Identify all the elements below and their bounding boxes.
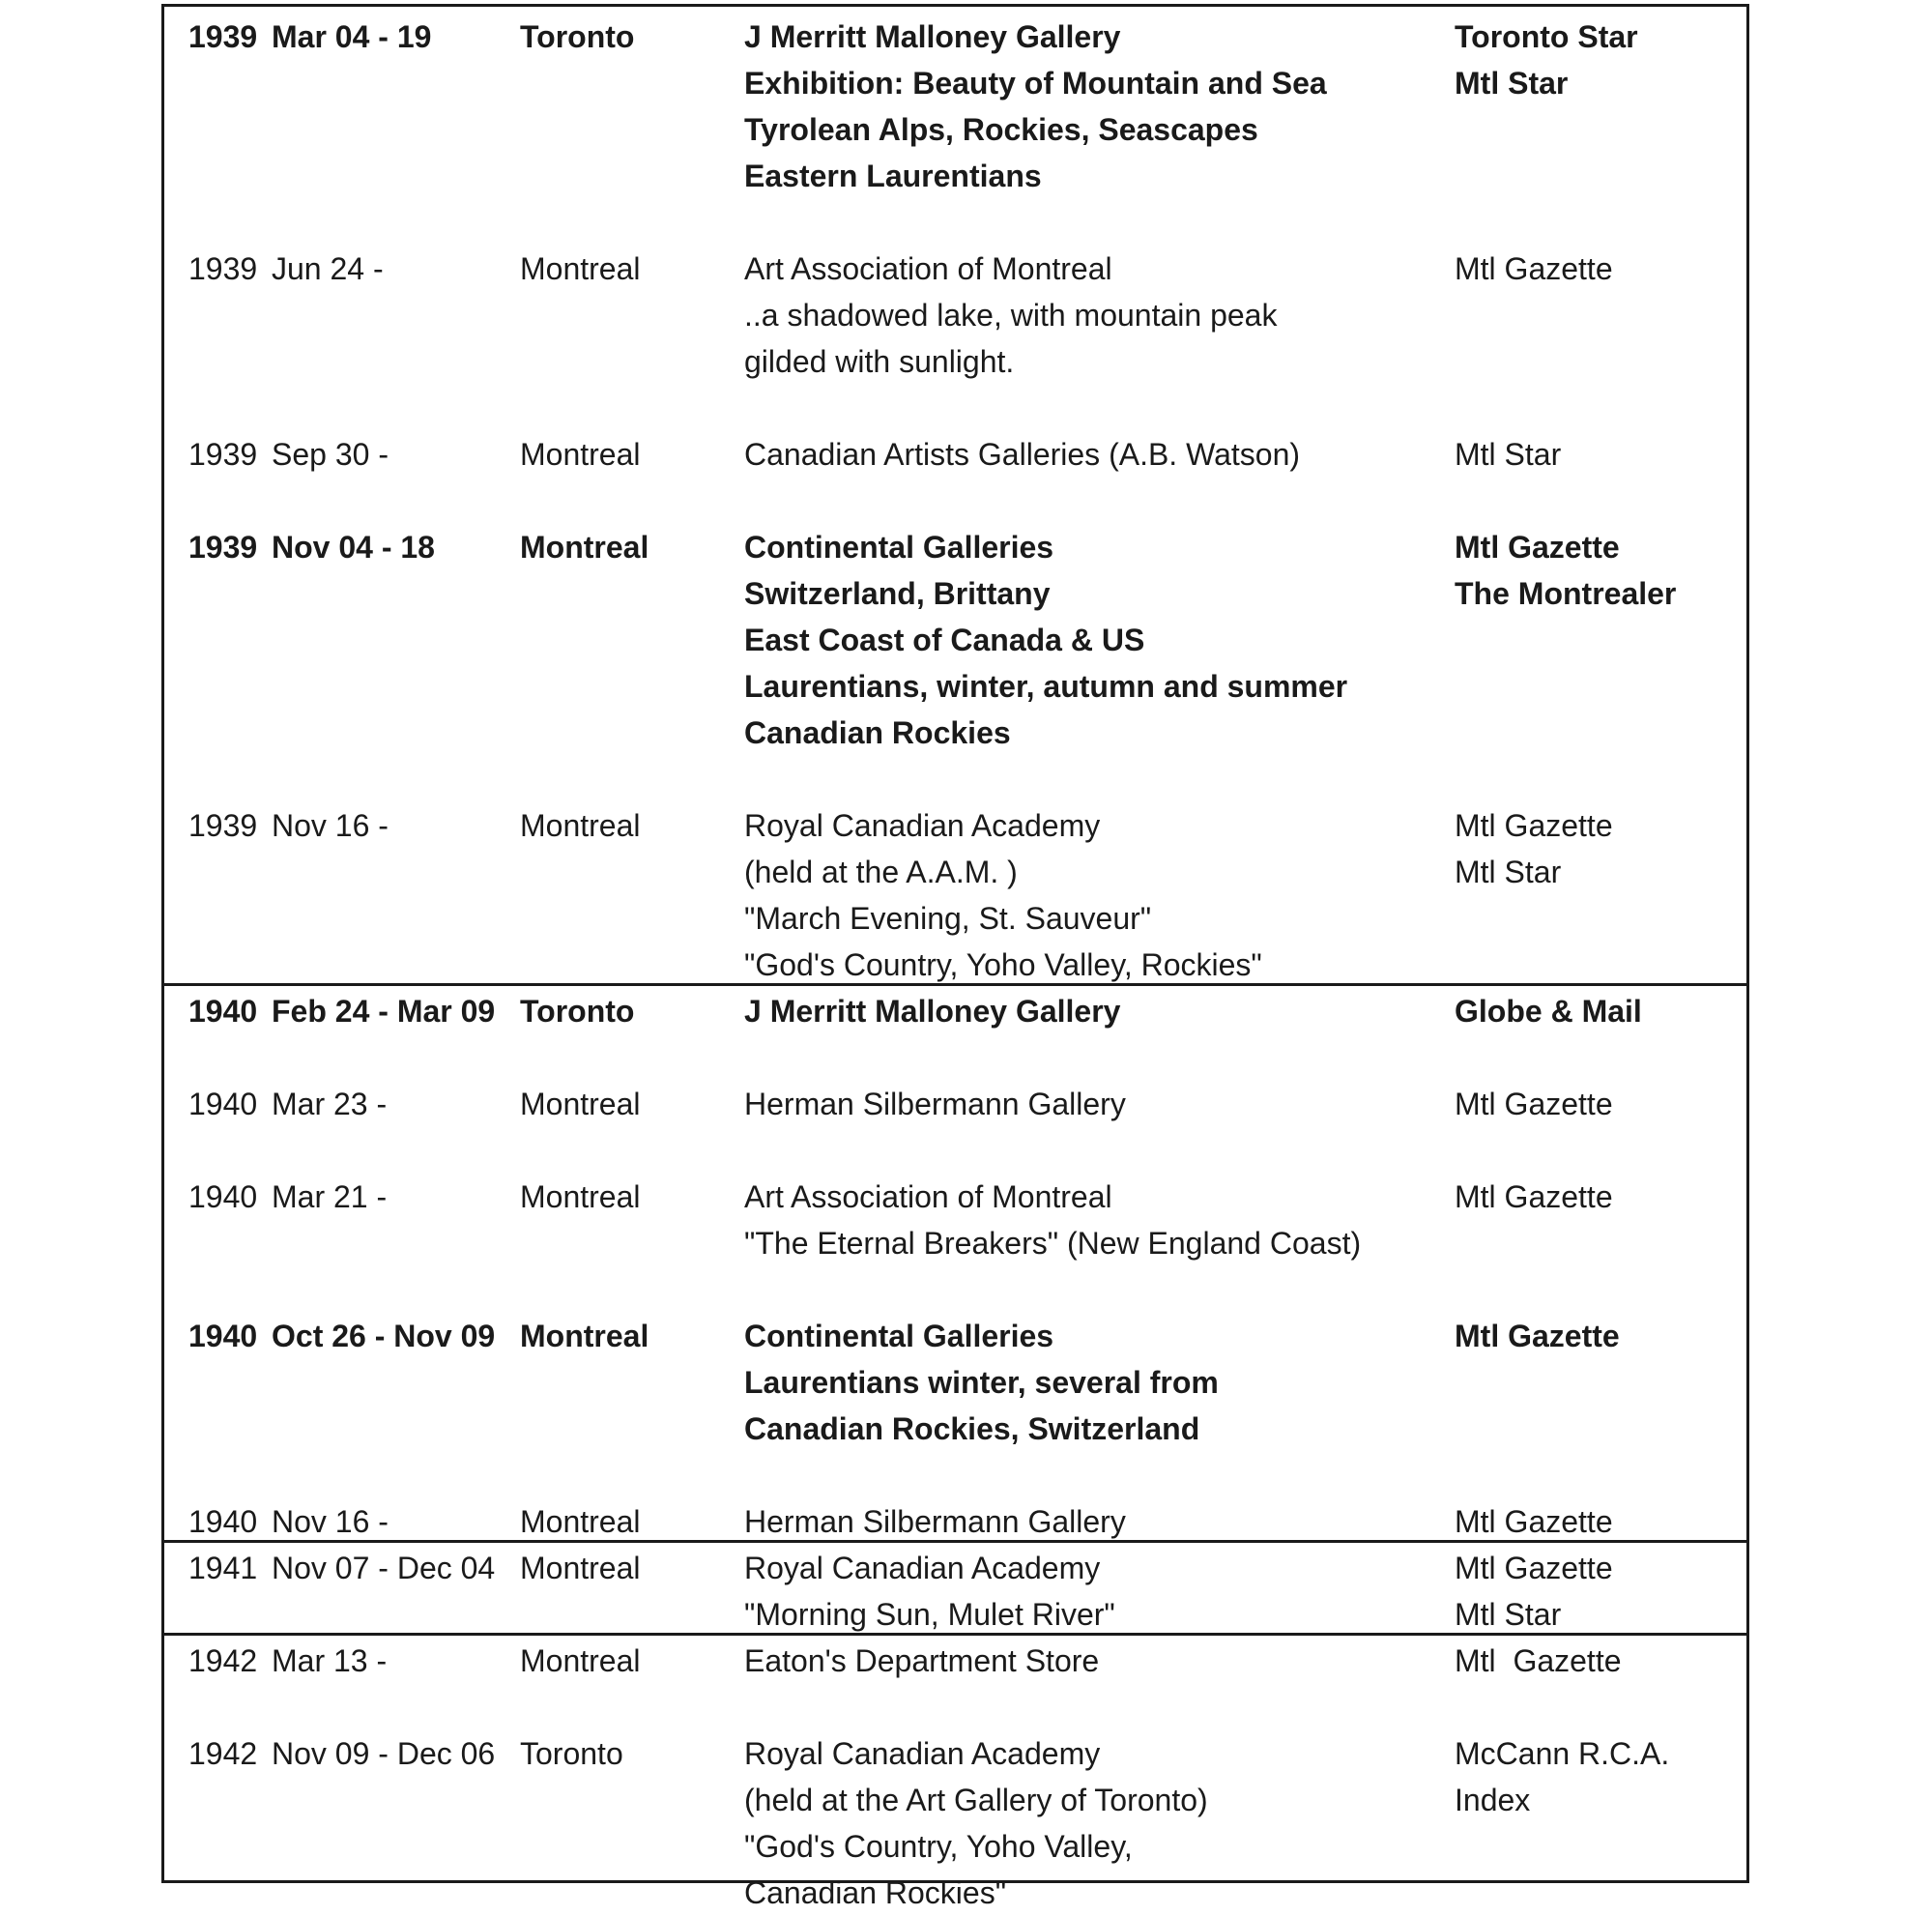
detail-line: Tyrolean Alps, Rockies, Seascapes	[744, 112, 1258, 147]
entry-date: Nov 16 -	[272, 808, 389, 843]
source-line: McCann R.C.A.	[1455, 1736, 1670, 1771]
entry-details	[744, 1498, 1126, 1545]
entry-sources	[1455, 1545, 1613, 1638]
detail-line: Exhibition: Beauty of Mountain and Sea	[744, 66, 1327, 101]
entry-city: Toronto	[520, 1736, 623, 1771]
source-line: Mtl Star	[1455, 437, 1562, 472]
source-line: Mtl Gazette	[1455, 1643, 1622, 1678]
detail-line: Canadian Artists Galleries (A.B. Watson)	[744, 437, 1301, 472]
source-line: The Montrealer	[1455, 576, 1677, 611]
detail-line: "God's Country, Yoho Valley, Rockies"	[744, 947, 1262, 982]
entry-date: Feb 24 - Mar 09	[272, 994, 496, 1029]
entry-city: Montreal	[520, 1179, 641, 1214]
source-line: Mtl Gazette	[1455, 1179, 1613, 1214]
entry-details	[744, 1638, 1099, 1684]
detail-line: J Merritt Malloney Gallery	[744, 19, 1121, 54]
detail-line: gilded with sunlight.	[744, 344, 1015, 379]
entry-sources	[1455, 431, 1561, 478]
entry-date: Mar 23 -	[272, 1087, 388, 1121]
detail-line: Royal Canadian Academy	[744, 808, 1101, 843]
entry-city: Montreal	[520, 251, 641, 286]
detail-line: Art Association of Montreal	[744, 1179, 1112, 1214]
source-line: Mtl Gazette	[1455, 1551, 1613, 1585]
entry-details	[744, 988, 1120, 1034]
entry-sources	[1455, 1638, 1622, 1684]
entry-year: 1940	[188, 1504, 258, 1539]
detail-line: "The Eternal Breakers" (New England Coast)	[744, 1226, 1362, 1261]
entry-year: 1942	[188, 1643, 258, 1678]
detail-line: "Morning Sun, Mulet River"	[744, 1597, 1115, 1632]
entry-details	[744, 1730, 1208, 1916]
source-line: Mtl Star	[1455, 66, 1569, 101]
entry-year: 1940	[188, 1179, 258, 1214]
entry-details	[744, 524, 1347, 756]
entry-date: Mar 04 - 19	[272, 19, 432, 54]
detail-line: Herman Silbermann Gallery	[744, 1087, 1126, 1121]
entry-date: Sep 30 -	[272, 437, 389, 472]
entry-year: 1942	[188, 1736, 258, 1771]
entry-date: Nov 04 - 18	[272, 530, 435, 565]
entry-details	[744, 14, 1327, 199]
detail-line: Royal Canadian Academy	[744, 1736, 1101, 1771]
detail-line: Canadian Rockies, Switzerland	[744, 1411, 1200, 1446]
source-line: Mtl Gazette	[1455, 530, 1620, 565]
source-line: Mtl Star	[1455, 855, 1562, 889]
detail-line: East Coast of Canada & US	[744, 623, 1145, 657]
entry-year: 1940	[188, 994, 258, 1029]
entry-sources	[1455, 1081, 1613, 1127]
source-line: Mtl Gazette	[1455, 808, 1613, 843]
entry-year: 1940	[188, 1087, 258, 1121]
entry-details	[744, 246, 1277, 385]
exhibition-table	[161, 4, 1749, 1910]
source-line: Mtl Gazette	[1455, 251, 1613, 286]
entry-city: Montreal	[520, 1551, 641, 1585]
entry-city: Toronto	[520, 994, 635, 1029]
detail-line: (held at the A.A.M. )	[744, 855, 1018, 889]
detail-line: Eaton's Department Store	[744, 1643, 1100, 1678]
entry-city: Montreal	[520, 808, 641, 843]
entry-sources	[1455, 246, 1613, 292]
entry-date: Mar 13 -	[272, 1643, 388, 1678]
entry-sources	[1455, 1174, 1613, 1220]
entry-details	[744, 1313, 1219, 1452]
detail-line: Laurentians winter, several from	[744, 1365, 1219, 1400]
detail-line: Herman Silbermann Gallery	[744, 1504, 1126, 1539]
entry-sources	[1455, 1730, 1669, 1823]
detail-line: Canadian Rockies	[744, 715, 1011, 750]
source-line: Globe & Mail	[1455, 994, 1642, 1029]
entry-sources	[1455, 1313, 1620, 1359]
entry-details	[744, 1545, 1115, 1638]
entry-year: 1939	[188, 808, 258, 843]
detail-line: ..a shadowed lake, with mountain peak	[744, 298, 1278, 333]
entry-date: Oct 26 - Nov 09	[272, 1319, 496, 1353]
detail-line: Canadian Rockies"	[744, 1875, 1007, 1910]
entry-sources	[1455, 1498, 1613, 1545]
detail-line: (held at the Art Gallery of Toronto)	[744, 1783, 1208, 1817]
detail-line: Laurentians, winter, autumn and summer	[744, 669, 1348, 704]
entry-date: Nov 16 -	[272, 1504, 389, 1539]
entry-city: Montreal	[520, 1643, 641, 1678]
detail-line: J Merritt Malloney Gallery	[744, 994, 1121, 1029]
detail-line: Switzerland, Brittany	[744, 576, 1051, 611]
entry-date: Jun 24 -	[272, 251, 384, 286]
entry-year: 1941	[188, 1551, 258, 1585]
entry-sources	[1455, 14, 1638, 106]
entry-date: Mar 21 -	[272, 1179, 388, 1214]
entry-details	[744, 802, 1262, 988]
entry-details	[744, 431, 1300, 478]
entry-sources	[1455, 524, 1676, 617]
entry-sources	[1455, 988, 1642, 1034]
entry-year: 1939	[188, 437, 258, 472]
entry-city: Montreal	[520, 437, 641, 472]
detail-line: Eastern Laurentians	[744, 159, 1042, 193]
detail-line: Royal Canadian Academy	[744, 1551, 1101, 1585]
entry-year: 1939	[188, 251, 258, 286]
entry-year: 1939	[188, 530, 258, 565]
entry-year: 1939	[188, 19, 258, 54]
detail-line: "March Evening, St. Sauveur"	[744, 901, 1152, 936]
detail-line: Art Association of Montreal	[744, 251, 1112, 286]
entry-date: Nov 09 - Dec 06	[272, 1736, 496, 1771]
source-line: Mtl Gazette	[1455, 1504, 1613, 1539]
source-line: Mtl Gazette	[1455, 1319, 1620, 1353]
detail-line: "God's Country, Yoho Valley,	[744, 1829, 1133, 1864]
source-line: Mtl Gazette	[1455, 1087, 1613, 1121]
entry-city: Toronto	[520, 19, 635, 54]
entry-details	[744, 1174, 1361, 1266]
source-line: Toronto Star	[1455, 19, 1638, 54]
entry-sources	[1455, 802, 1613, 895]
source-line: Mtl Star	[1455, 1597, 1562, 1632]
source-line: Index	[1455, 1783, 1531, 1817]
entry-city: Montreal	[520, 1504, 641, 1539]
entry-details	[744, 1081, 1126, 1127]
entry-city: Montreal	[520, 1319, 649, 1353]
entry-date: Nov 07 - Dec 04	[272, 1551, 496, 1585]
detail-line: Continental Galleries	[744, 1319, 1054, 1353]
detail-line: Continental Galleries	[744, 530, 1054, 565]
entry-city: Montreal	[520, 530, 649, 565]
entry-city: Montreal	[520, 1087, 641, 1121]
entry-year: 1940	[188, 1319, 258, 1353]
